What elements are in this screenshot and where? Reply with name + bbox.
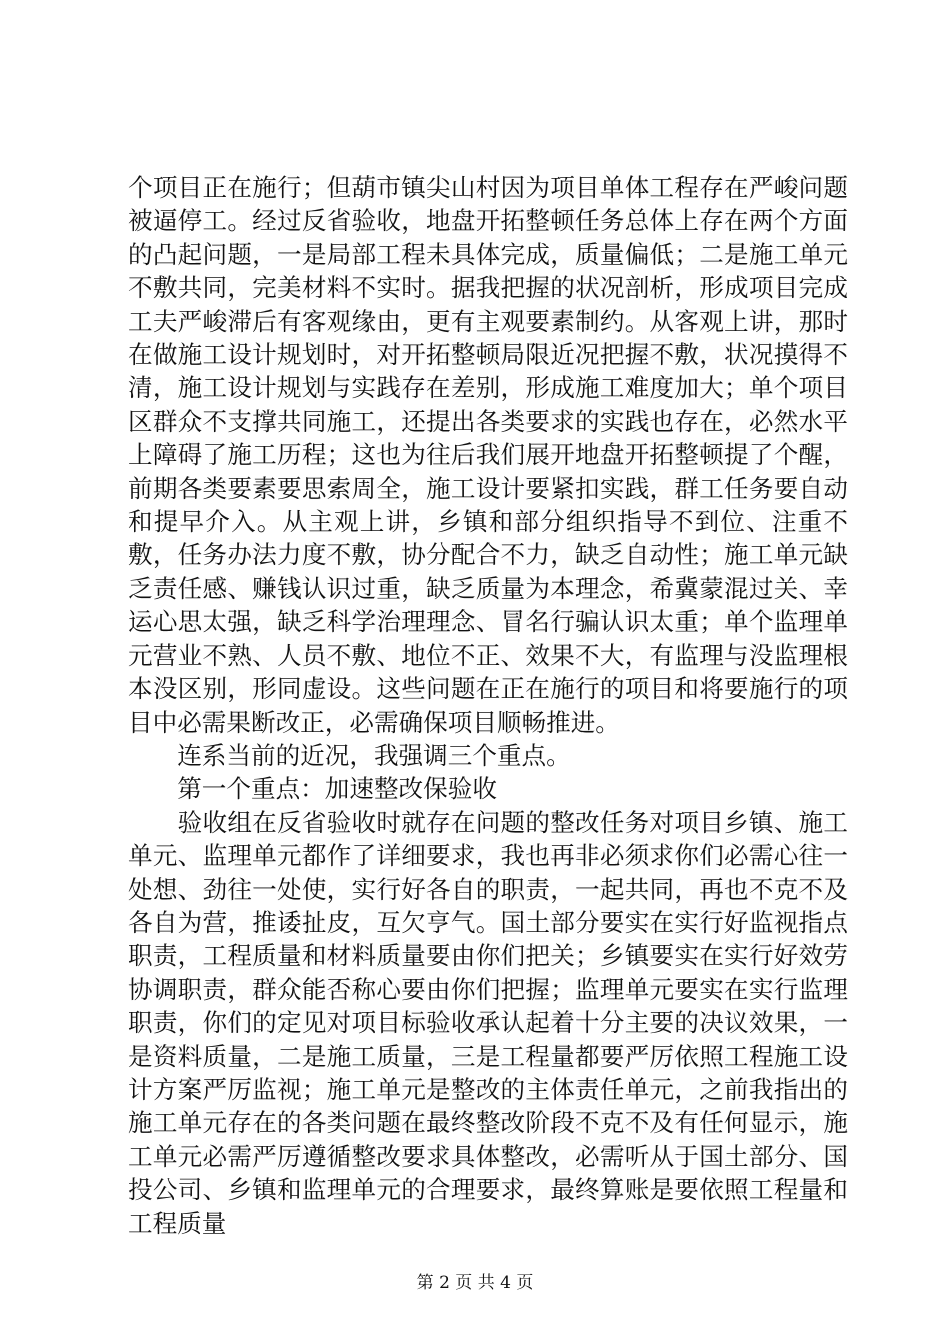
page-footer: 第 2 页 共 4 页 xyxy=(416,1273,534,1293)
document-body xyxy=(128,171,848,1240)
paragraph-4: 验收组在反省验收时就存在问题的整改任务对项目乡镇、施工单元、监理单元都作了详细要求，我也再非必须求你们必需心往一处想、劲往一处使，实行好各自的职责，一起共同，再也不克不及各自为营，推诿扯皮，互欠亨气。国土部分要实在实行好监视指点职责，工程质量和材料质量要由你们把关；乡镇要实在实行好效劳协调职责，群众能否称心要由你们把握；监理单元要实在实行监理职责，你们的定见对项目标验收承认起着十分主要的决议效果，一是资料质量，二是施工质量，三是工程量都要严厉依照工程施工设计方案严厉监视；施工单元是整改的主体责任单元，之前我指出的施工单元存在的各类问题在最终整改阶段不克不及有任何显示，施工单元必需严厉遵循整改要求具体整改，必需听从于国土部分、国投公司、乡镇和监理单元的合理要求，最终算账是要依照工程量和工程质量 xyxy=(128,807,848,1238)
paragraph-2: 连系当前的近况，我强调三个重点。 xyxy=(128,740,571,770)
paragraph-1: 个项目正在施行；但葫市镇尖山村因为项目单体工程存在严峻问题被逼停工。经过反省验收，地盘开拓整顿任务总体上存在两个方面的凸起问题，一是局部工程未具体完成，质量偏低；二是施工单元不敷共同，完美材料不实时。据我把握的状况剖析，形成项目完成工夫严峻滞后有客观缘由，更有主观要素制约。从客观上讲，那时在做施工设计规划时，对开拓整顿局限近况把握不敷，状况摸得不清，施工设计规划与实践存在差别，形成施工难度加大；单个项目区群众不支撑共同施工，还提出各类要求的实践也存在，必然水平上障碍了施工历程；这也为往后我们展开地盘开拓整顿提了个醒，前期各类要素要思索周全，施工设计要紧扣实践，群工任务要自动和提早介入。从主观上讲，乡镇和部分组织指导不到位、注重不敷，任务办法力度不敷，协分配合不力，缺乏自动性；施工单元缺乏责任感、赚钱认识过重，缺乏质量为本理念，希冀蒙混过关、幸运心思太强，缺乏科学治理理念、冒名行骗认识太重；单个监理单元营业不熟、人员不敷、地位不正、效果不大，有监理与没监理根本没区别，形同虚设。这些问题在正在施行的项目和将要施行的项目中必需果断改正，必需确保项目顺畅推进。 xyxy=(128,173,848,737)
paragraph-3-heading: 第一个重点：加速整改保验收 xyxy=(128,774,497,804)
